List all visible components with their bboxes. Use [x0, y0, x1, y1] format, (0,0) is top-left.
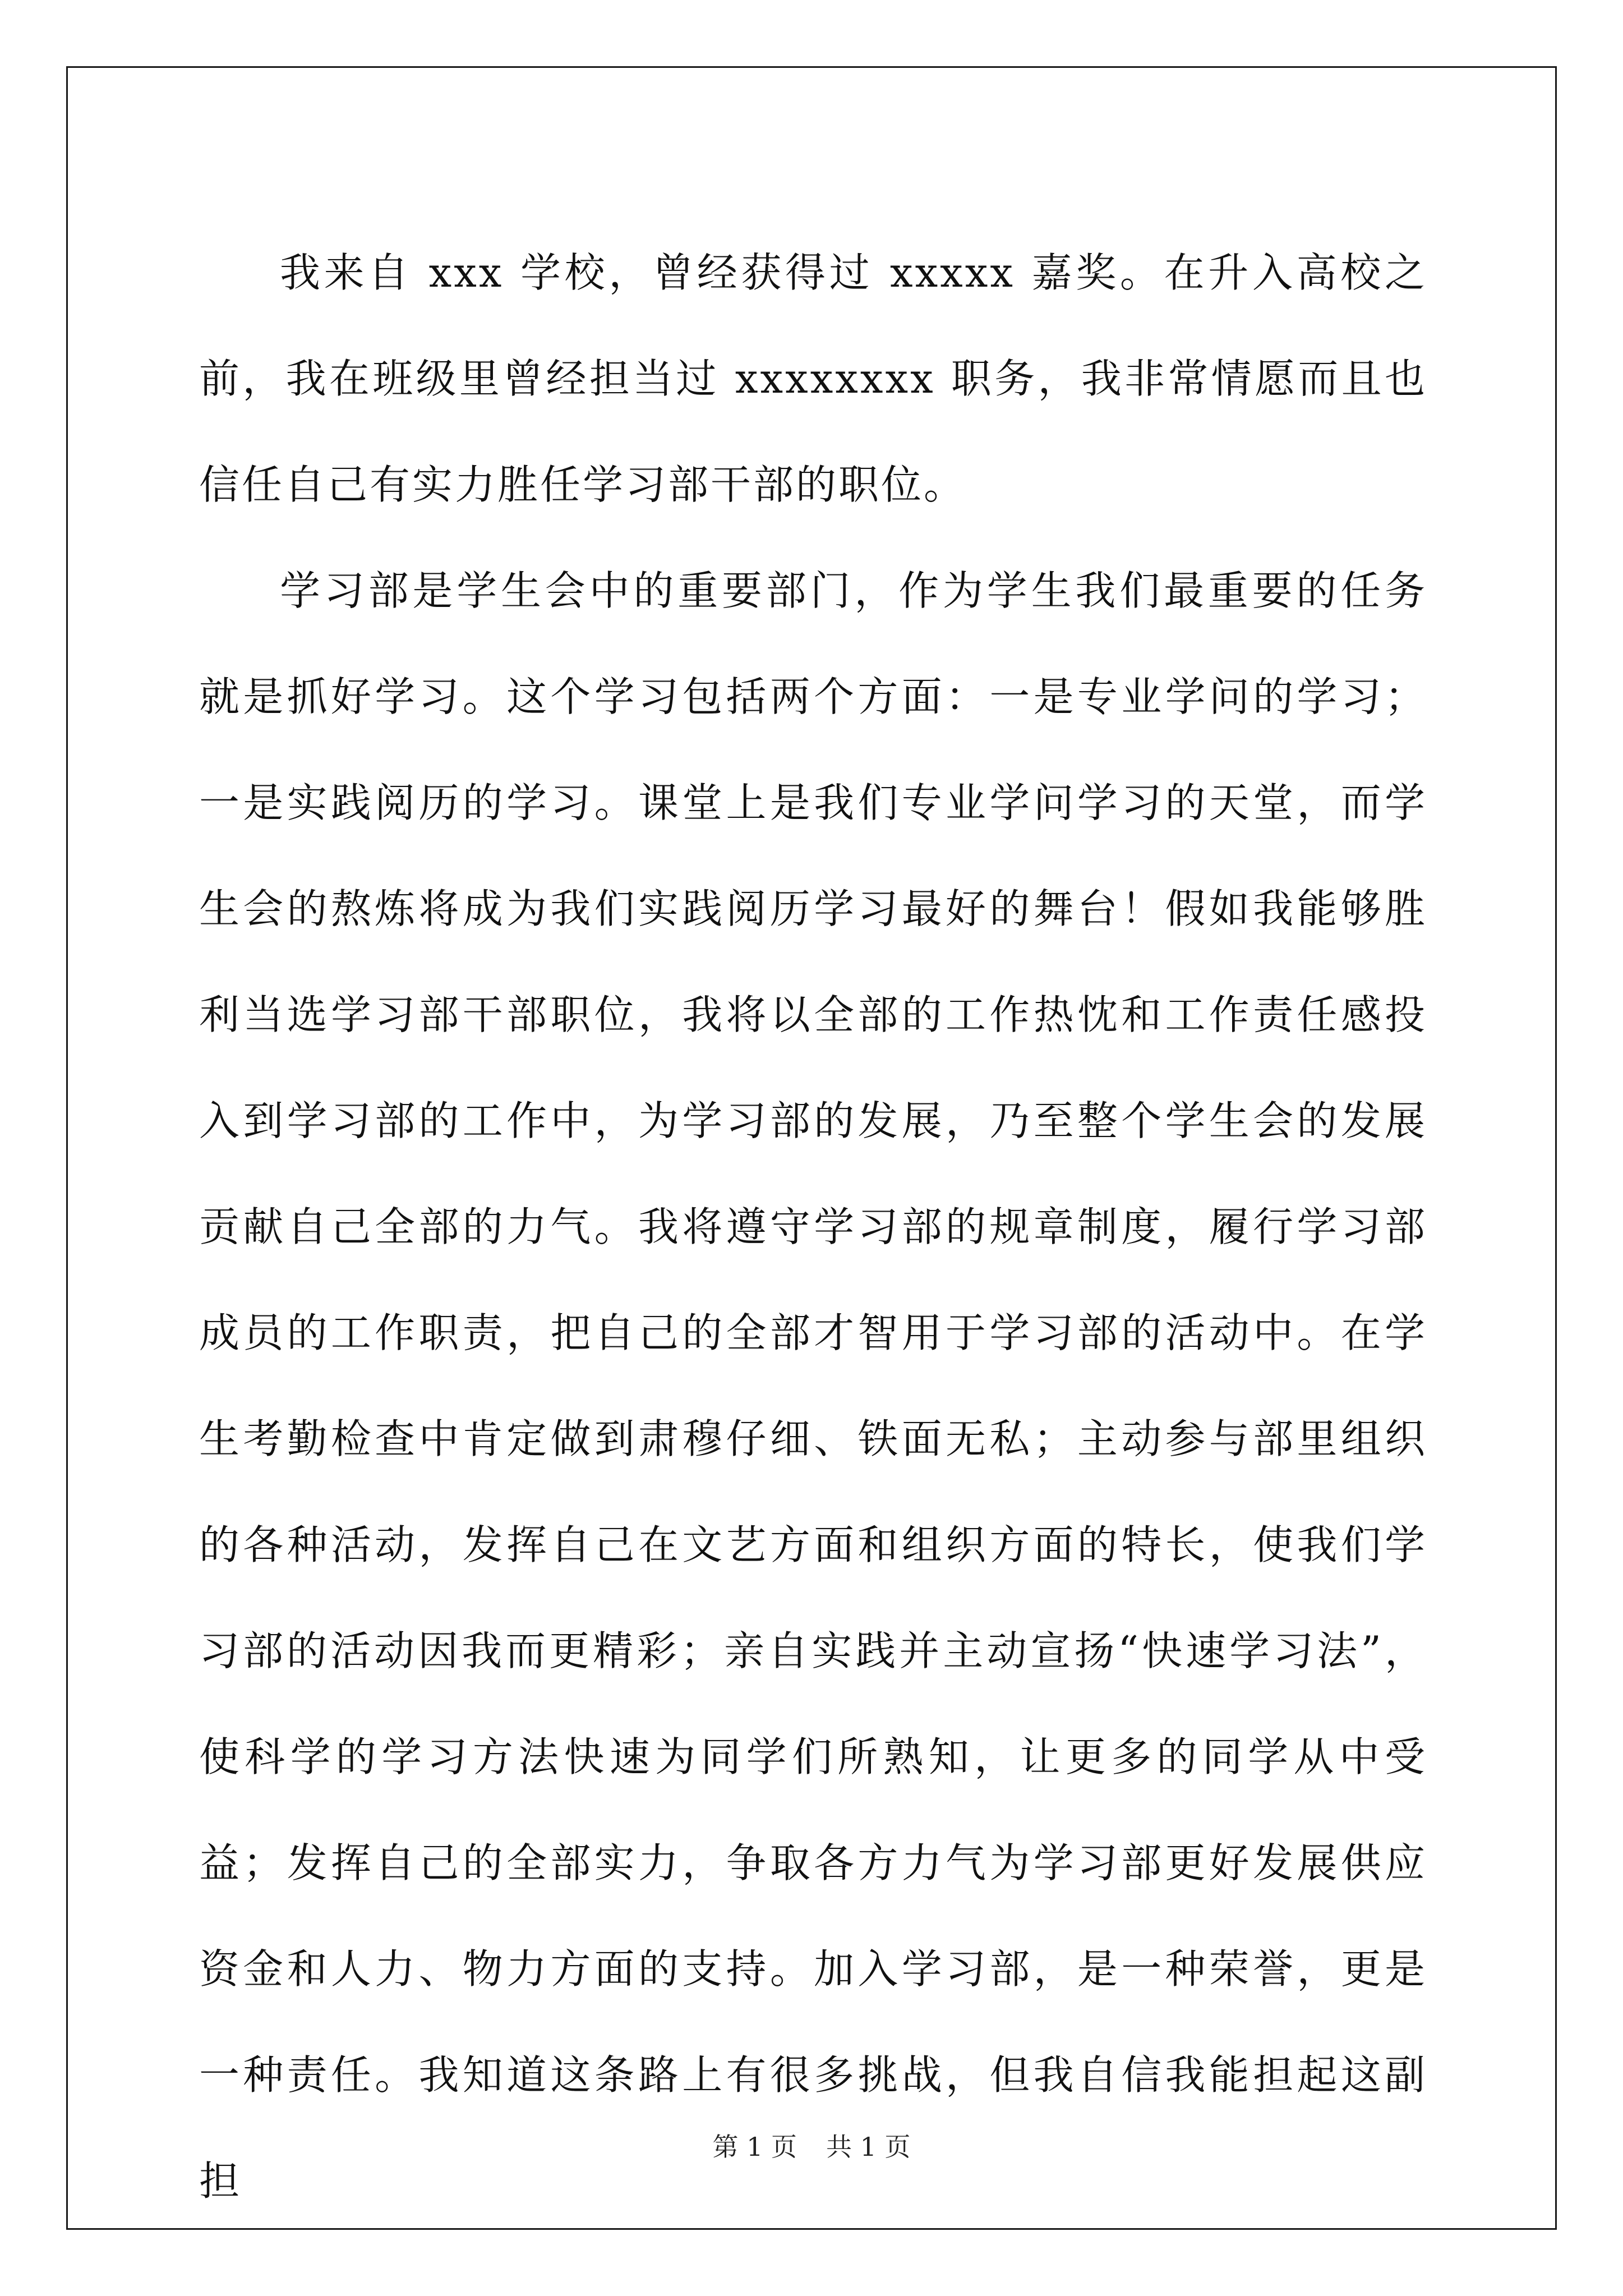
paragraph-2: 学习部是学生会中的重要部门，作为学生我们最重要的任务就是抓好学习。这个学习包括两个方面：一是专业学问的学习；一是实践阅历的学习。课堂上是我们专业学问学习的天堂，而学生会的熬炼将成为我们实践阅历学习最好的舞台！假如我能够胜利当选学习部干部职位，我将以全部的工作热忱和工作责任感投入到学习部的工作中，为学习部的发展，乃至整个学生会的发展贡献自己全部的力气。我将遵守学习部的规章制度，履行学习部成员的工作职责，把自己的全部才智用于学习部的活动中。在学生考勤检查中肯定做到肃穆仔细、铁面无私；主动参与部里组织的各种活动，发挥自己在文艺方面和组织方面的特长，使我们学习部的活动因我而更精彩；亲自实践并主动宣扬“快速学习法”，使科学的学习方法快速为同学们所熟知，让更多的同学从中受益；发挥自己的全部实力，争取各方力气为学习部更好发展供应资金和人力、物力方面的支持。加入学习部，是一种荣誉，更是一种责任。我知道这条路上有很多挑战，但我自信我能担起这副担: [199, 567, 1427, 2205]
document-body: [199, 220, 1427, 2234]
page-footer: [0, 2130, 1623, 2164]
page-number-current: 第 1 页: [712, 2132, 797, 2162]
paragraph-1: 我来自 xxx 学校，曾经获得过 xxxxx 嘉奖。在升入高校之前，我在班级里曾经担当过 xxxxxxxx 职务，我非常情愿而且也信任自己有实力胜任学习部干部的职位。: [199, 249, 1427, 508]
page-number-total: 共 1 页: [826, 2132, 911, 2162]
